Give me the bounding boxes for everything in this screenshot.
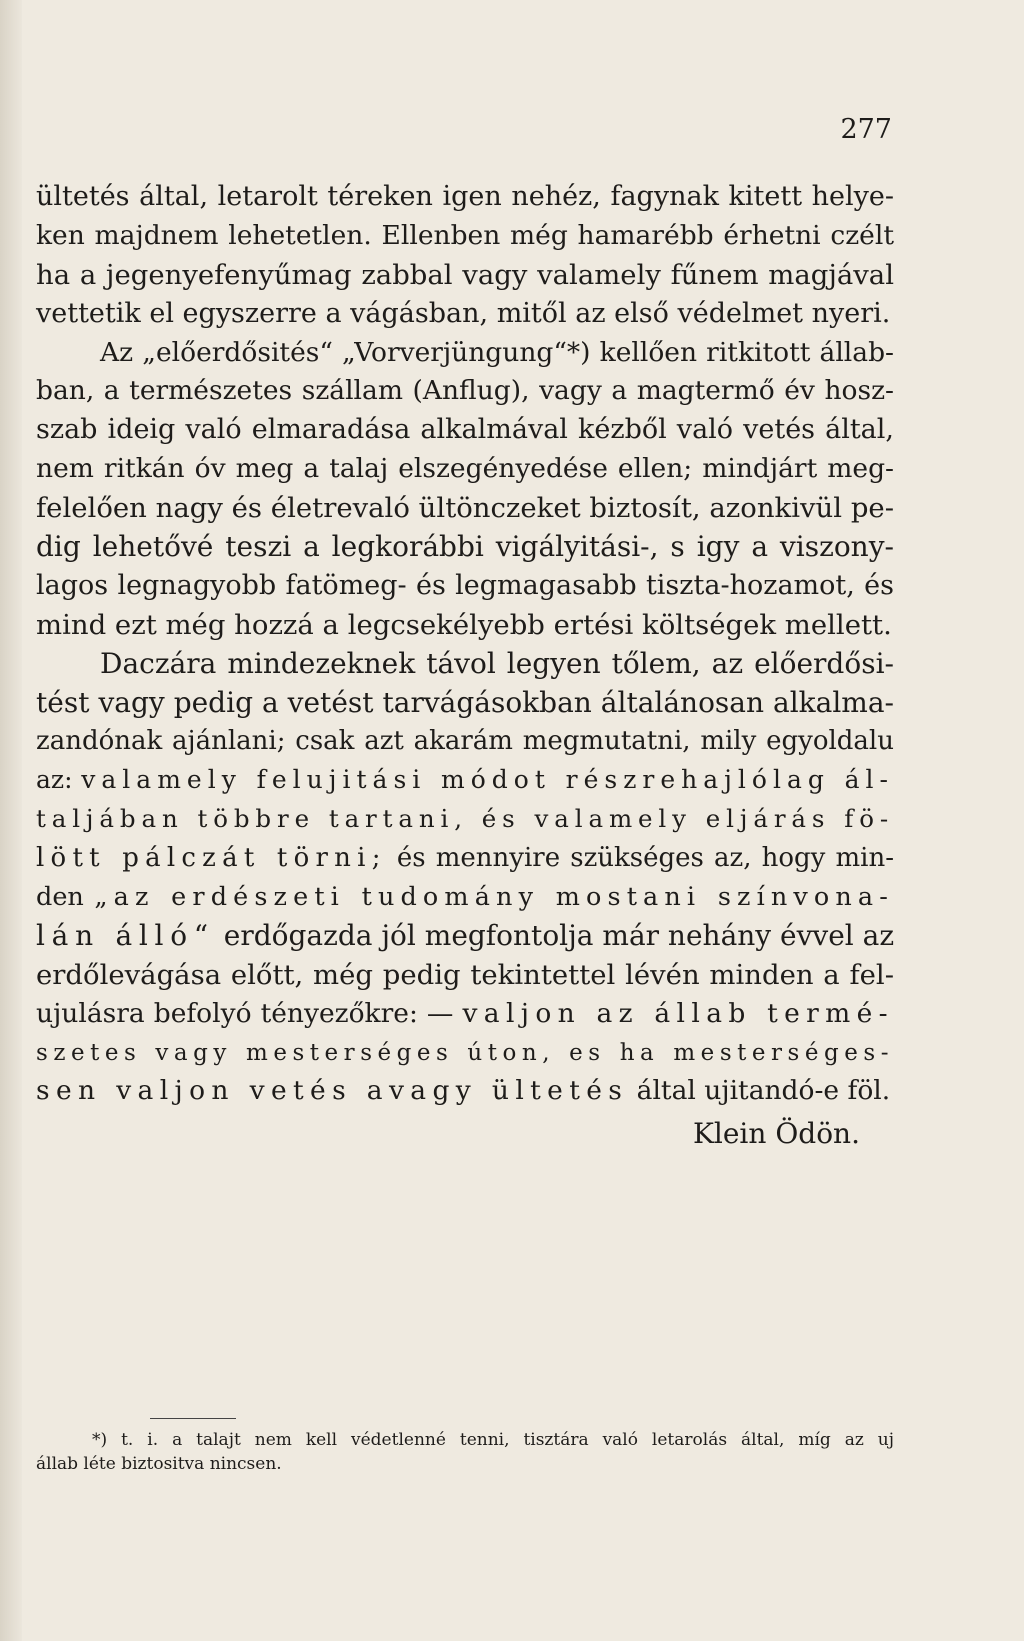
text-line: ban, a természetes szállam (Anflug), vagy a magtermő év hosz- bbox=[36, 375, 894, 407]
footnote-rule bbox=[150, 1418, 236, 1419]
spaced-emphasis: lán álló“ bbox=[36, 918, 215, 952]
text-line bbox=[36, 839, 894, 878]
text-line: felelően nagy és életrevaló ültönczeket biztosít, azonkivül pe- bbox=[36, 492, 894, 525]
text-run: erdőgazda jól megfontolja már nehány évvel az bbox=[214, 918, 895, 952]
text-line bbox=[36, 800, 894, 839]
page-number: 277 bbox=[840, 114, 892, 145]
text-line: ültetés által, letarolt téreken igen nehéz, fagynak kitett helye- bbox=[36, 181, 894, 212]
text-run: ujulásra befolyó tényezőkre: — bbox=[36, 997, 463, 1029]
text-line: ken majdnem lehetetlen. Ellenben még hamarébb érhetni czélt bbox=[36, 219, 894, 251]
text-line: dig lehetővé teszi a legkorábbi vigályitási-, s igy a viszony- bbox=[36, 530, 894, 564]
spaced-emphasis: „az erdészeti tudomány mostani színvona- bbox=[94, 882, 894, 913]
text-line bbox=[36, 761, 894, 800]
spaced-emphasis: sen valjon vetés avagy ültetés bbox=[36, 1075, 629, 1107]
text-line: Az „előerdősités“ „Vorverjüngung“*) kellően ritkitott állab- bbox=[100, 336, 894, 368]
text-line: lagos legnagyobb fatömeg- és legmagasabb tiszta-hozamot, és bbox=[36, 569, 894, 601]
text-run: az: bbox=[36, 765, 82, 795]
text-line: nem ritkán óv meg a talaj elszegényedése ellen; mindjárt meg- bbox=[36, 453, 894, 485]
spaced-emphasis: szetes vagy mesterséges úton, es ha mesterséges- bbox=[36, 1039, 894, 1066]
text-line bbox=[36, 1034, 894, 1073]
footnote bbox=[36, 1428, 894, 1476]
text-line bbox=[36, 917, 894, 956]
body-text bbox=[36, 178, 894, 1111]
text-line bbox=[36, 995, 894, 1034]
text-line: erdőlevágása előtt, még pedig tekintettel lévén minden a fel- bbox=[36, 958, 894, 991]
text-line: zandónak ajánlani; csak azt akarám megmutatni, mily egyoldalu bbox=[36, 726, 894, 757]
spaced-emphasis: taljában többre tartani, és valamely eljárás fö- bbox=[36, 804, 894, 834]
footnote-line: *) t. i. a talajt nem kell védetlenné tenni, tisztára való letarolás által, míg az uj bbox=[92, 1430, 894, 1450]
author-signature: Klein Ödön. bbox=[692, 1117, 860, 1150]
spaced-emphasis: lött pálczát törni; bbox=[36, 843, 387, 874]
text-line: szab ideig való elmaradása alkalmával kézből való vetés által, bbox=[36, 414, 894, 446]
page-edge-shadow bbox=[0, 0, 22, 1641]
text-line bbox=[36, 1072, 894, 1111]
spaced-emphasis: valjon az állab termé- bbox=[462, 997, 894, 1029]
text-line: Daczára mindezeknek távol legyen tőlem, az előerdősi- bbox=[100, 646, 894, 680]
spaced-emphasis: valamely felujitási módot részrehajlólag ál- bbox=[81, 765, 894, 795]
text-line bbox=[36, 878, 894, 917]
text-run: által ujitandó-e föl. bbox=[628, 1075, 891, 1107]
text-line: vettetik el egyszerre a vágásban, mitől az első védelmet nyeri. bbox=[36, 297, 891, 329]
text-line: mind ezt még hozzá a legcsekélyebb ertési költségek mellett. bbox=[36, 608, 892, 641]
text-run: és mennyire szükséges az, hogy min- bbox=[386, 843, 894, 874]
text-line: tést vagy pedig a vetést tarvágásokban általánosan alkalma- bbox=[36, 685, 894, 719]
footnote-line: állab léte biztositva nincsen. bbox=[36, 1454, 282, 1474]
text-line: ha a jegenyefenyűmag zabbal vagy valamely fűnem magjával bbox=[36, 258, 894, 291]
text-run: den bbox=[36, 882, 95, 913]
